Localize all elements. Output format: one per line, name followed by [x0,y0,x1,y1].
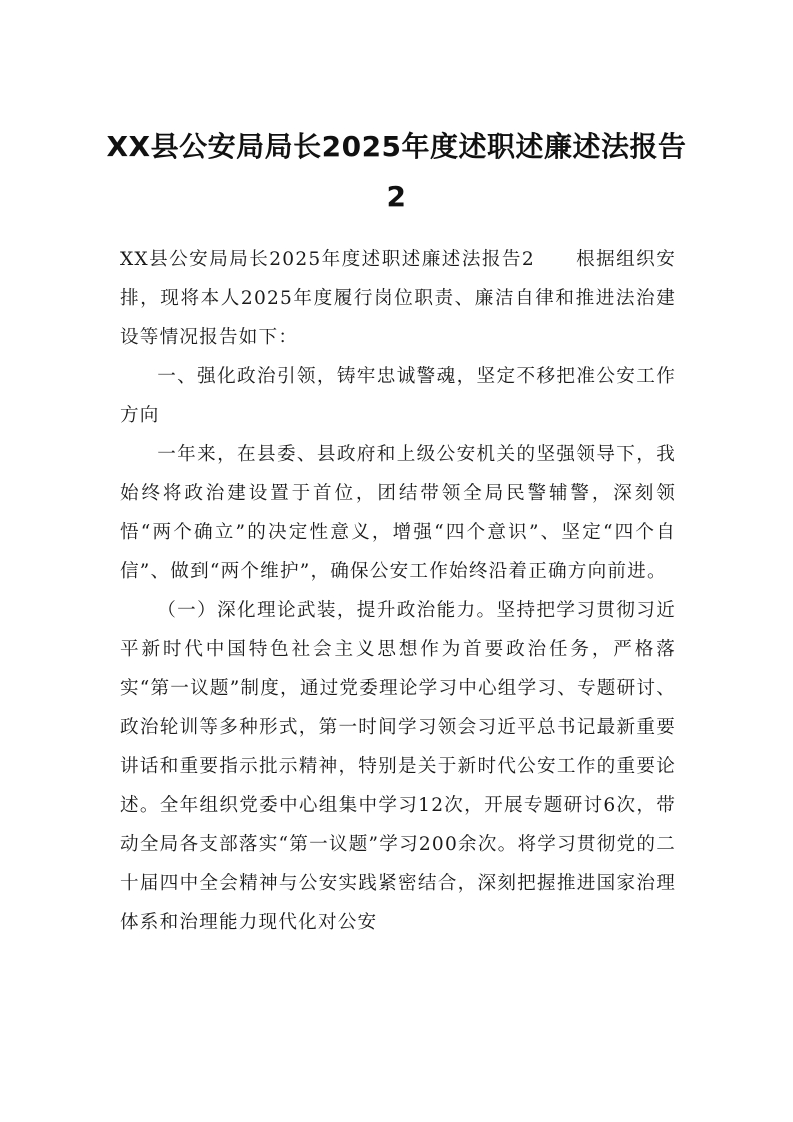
body-paragraph-2: （一）深化理论武装，提升政治能力。坚持把学习贯彻习近平新时代中国特色社会主义思想作为首要政治任务，严格落实“第一议题”制度，通过党委理论学习中心组学习、专题研讨、政治轮训等多种形式，第一时间学习领会习近平总书记最新重要讲话和重要指示批示精神，特别是关于新时代公安工作的重要论述。全年组织党委中心组集中学习12次，开展专题研讨6次，带动全局各支部落实“第一议题”学习200余次。将学习贯彻党的二十届四中全会精神与公安实践紧密结合，深刻把握推进国家治理体系和治理能力现代化对公安 [120,600,676,933]
intro-title-reference: XX县公安局局长2025年度述职述廉述法报告2 [120,249,535,270]
intro-text: 根据组织安排，现将本人2025年度履行岗位职责、廉洁自律和推进法治建设等情况报告如下： [120,249,676,348]
section-heading-1: 一、强化政治引领，铸牢忠诚警魂，坚定不移把准公安工作方向 [120,366,676,426]
intro-paragraph [120,240,676,357]
body-paragraph-1: 一年来，在县委、县政府和上级公安机关的坚强领导下，我始终将政治建设置于首位，团结带领全局民警辅警，深刻领悟“两个确立”的决定性意义，增强“四个意识”、坚定“四个自信”、做到“两个维护”，确保公安工作始终沿着正确方向前进。 [120,444,676,582]
document-body [120,240,676,942]
document-title: XX县公安局局长2025年度述职述廉述法报告2 [106,130,687,213]
